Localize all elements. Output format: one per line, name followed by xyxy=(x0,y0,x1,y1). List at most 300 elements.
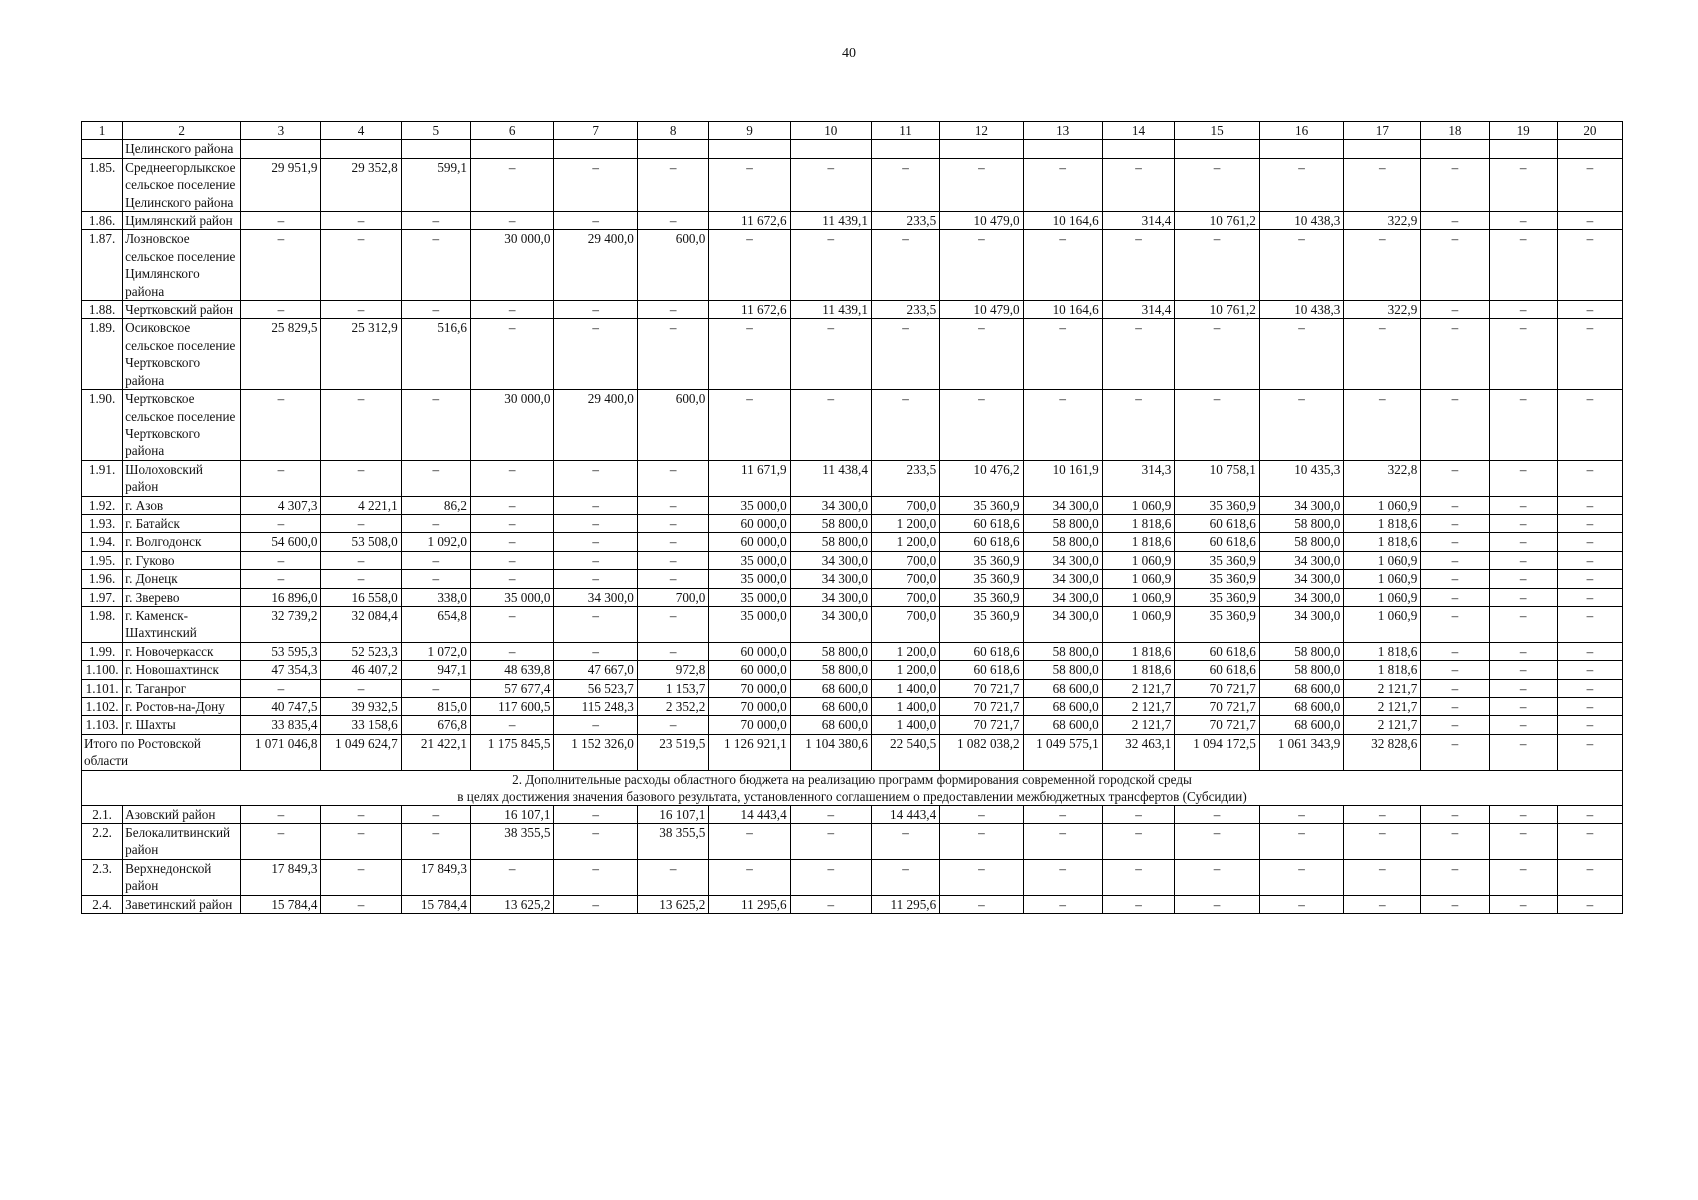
value-col-19: – xyxy=(1489,716,1557,734)
table-row xyxy=(82,859,1623,895)
value-col-15: 70 721,7 xyxy=(1175,679,1260,697)
value-col-5: – xyxy=(401,514,470,532)
row-number: 1.102. xyxy=(82,698,123,716)
value-col-9: 35 000,0 xyxy=(709,588,790,606)
value-col-3: – xyxy=(241,230,321,301)
value-col-15: – xyxy=(1175,319,1260,390)
value-col-7: – xyxy=(554,570,637,588)
value-col-6: – xyxy=(471,716,554,734)
value-col-20: – xyxy=(1557,230,1622,301)
value-col-17: 1 060,9 xyxy=(1344,570,1421,588)
table-row xyxy=(82,570,1623,588)
total-col-13: 1 049 575,1 xyxy=(1023,734,1102,770)
total-col-10: 1 104 380,6 xyxy=(790,734,871,770)
table-row xyxy=(82,514,1623,532)
value-col-6: 16 107,1 xyxy=(471,805,554,823)
value-col-12: 35 360,9 xyxy=(940,496,1023,514)
value-col-6: 13 625,2 xyxy=(471,895,554,913)
value-col-4: – xyxy=(321,859,401,895)
value-col-10: 34 300,0 xyxy=(790,551,871,569)
value-col-7: – xyxy=(554,895,637,913)
value-col-13: 34 300,0 xyxy=(1023,588,1102,606)
value-col-9: 11 295,6 xyxy=(709,895,790,913)
value-col-20: – xyxy=(1557,533,1622,551)
value-col-15: – xyxy=(1175,859,1260,895)
value-col-7: – xyxy=(554,514,637,532)
value-col-5 xyxy=(401,140,470,158)
value-col-14: 314,4 xyxy=(1102,212,1175,230)
value-col-18: – xyxy=(1421,514,1489,532)
value-col-5: 338,0 xyxy=(401,588,470,606)
row-number: 1.87. xyxy=(82,230,123,301)
value-col-11: 1 200,0 xyxy=(871,642,939,660)
value-col-11: 1 200,0 xyxy=(871,533,939,551)
value-col-15: 60 618,6 xyxy=(1175,533,1260,551)
value-col-8: 1 153,7 xyxy=(637,679,709,697)
value-col-7: – xyxy=(554,859,637,895)
value-col-16: 10 435,3 xyxy=(1259,460,1344,496)
value-col-15: 70 721,7 xyxy=(1175,698,1260,716)
value-col-8: 16 107,1 xyxy=(637,805,709,823)
table-row xyxy=(82,588,1623,606)
section-2-title xyxy=(82,770,1623,805)
total-row xyxy=(82,734,1623,770)
value-col-5: 15 784,4 xyxy=(401,895,470,913)
value-col-17: 2 121,7 xyxy=(1344,698,1421,716)
value-col-19: – xyxy=(1489,301,1557,319)
value-col-15: – xyxy=(1175,390,1260,461)
value-col-17: – xyxy=(1344,230,1421,301)
value-col-9: – xyxy=(709,158,790,211)
value-col-19: – xyxy=(1489,895,1557,913)
value-col-18: – xyxy=(1421,679,1489,697)
value-col-6: 57 677,4 xyxy=(471,679,554,697)
value-col-8: – xyxy=(637,551,709,569)
value-col-8: – xyxy=(637,514,709,532)
column-number-6: 6 xyxy=(471,122,554,140)
value-col-14: 2 121,7 xyxy=(1102,698,1175,716)
value-col-3: – xyxy=(241,824,321,860)
value-col-16: 58 800,0 xyxy=(1259,642,1344,660)
value-col-13: – xyxy=(1023,805,1102,823)
value-col-20: – xyxy=(1557,859,1622,895)
value-col-5: – xyxy=(401,460,470,496)
table-row xyxy=(82,895,1623,913)
value-col-10: 68 600,0 xyxy=(790,716,871,734)
value-col-11: 14 443,4 xyxy=(871,805,939,823)
value-col-14: 1 818,6 xyxy=(1102,533,1175,551)
value-col-11: 700,0 xyxy=(871,551,939,569)
value-col-7: – xyxy=(554,301,637,319)
value-col-14: – xyxy=(1102,859,1175,895)
value-col-11: – xyxy=(871,158,939,211)
table-row xyxy=(82,805,1623,823)
total-col-14: 32 463,1 xyxy=(1102,734,1175,770)
column-number-18: 18 xyxy=(1421,122,1489,140)
column-number-11: 11 xyxy=(871,122,939,140)
value-col-7: – xyxy=(554,212,637,230)
value-col-20: – xyxy=(1557,805,1622,823)
value-col-17: 1 818,6 xyxy=(1344,642,1421,660)
value-col-9 xyxy=(709,140,790,158)
value-col-20 xyxy=(1557,140,1622,158)
value-col-6: – xyxy=(471,212,554,230)
total-col-3: 1 071 046,8 xyxy=(241,734,321,770)
value-col-10: – xyxy=(790,895,871,913)
value-col-5: 947,1 xyxy=(401,661,470,679)
value-col-7: – xyxy=(554,805,637,823)
value-col-3: 40 747,5 xyxy=(241,698,321,716)
row-name: Чертковский район xyxy=(123,301,241,319)
value-col-3: 25 829,5 xyxy=(241,319,321,390)
value-col-15: – xyxy=(1175,158,1260,211)
value-col-13: 10 161,9 xyxy=(1023,460,1102,496)
total-col-6: 1 175 845,5 xyxy=(471,734,554,770)
value-col-5: – xyxy=(401,824,470,860)
value-col-17: 322,8 xyxy=(1344,460,1421,496)
value-col-11: 1 400,0 xyxy=(871,698,939,716)
value-col-18: – xyxy=(1421,460,1489,496)
value-col-16: – xyxy=(1259,859,1344,895)
value-col-4: – xyxy=(321,301,401,319)
value-col-4: – xyxy=(321,212,401,230)
value-col-3: 32 739,2 xyxy=(241,606,321,642)
value-col-16: 58 800,0 xyxy=(1259,661,1344,679)
value-col-19: – xyxy=(1489,679,1557,697)
value-col-5: – xyxy=(401,570,470,588)
column-number-13: 13 xyxy=(1023,122,1102,140)
value-col-15: 10 758,1 xyxy=(1175,460,1260,496)
row-number: 1.86. xyxy=(82,212,123,230)
value-col-10: – xyxy=(790,390,871,461)
value-col-11: 700,0 xyxy=(871,496,939,514)
total-col-20: – xyxy=(1557,734,1622,770)
value-col-15: – xyxy=(1175,805,1260,823)
value-col-12: 35 360,9 xyxy=(940,606,1023,642)
value-col-16: 10 438,3 xyxy=(1259,301,1344,319)
column-number-1: 1 xyxy=(82,122,123,140)
value-col-14: 2 121,7 xyxy=(1102,716,1175,734)
value-col-16: – xyxy=(1259,895,1344,913)
section-2-heading-row xyxy=(82,770,1623,805)
value-col-4: 39 932,5 xyxy=(321,698,401,716)
value-col-17: 1 818,6 xyxy=(1344,661,1421,679)
value-col-10: 58 800,0 xyxy=(790,642,871,660)
value-col-7: – xyxy=(554,319,637,390)
value-col-19: – xyxy=(1489,824,1557,860)
total-col-7: 1 152 326,0 xyxy=(554,734,637,770)
value-col-14: 1 060,9 xyxy=(1102,588,1175,606)
row-name: г. Каменск-Шахтинский xyxy=(123,606,241,642)
value-col-10: – xyxy=(790,158,871,211)
value-col-18: – xyxy=(1421,319,1489,390)
value-col-10: 58 800,0 xyxy=(790,661,871,679)
value-col-10: – xyxy=(790,319,871,390)
value-col-18: – xyxy=(1421,570,1489,588)
value-col-9: 14 443,4 xyxy=(709,805,790,823)
value-col-8: – xyxy=(637,716,709,734)
value-col-13 xyxy=(1023,140,1102,158)
value-col-14: – xyxy=(1102,390,1175,461)
value-col-4: 32 084,4 xyxy=(321,606,401,642)
value-col-8: 972,8 xyxy=(637,661,709,679)
value-col-19: – xyxy=(1489,606,1557,642)
value-col-17: 1 818,6 xyxy=(1344,533,1421,551)
value-col-8: 600,0 xyxy=(637,390,709,461)
value-col-5: 1 072,0 xyxy=(401,642,470,660)
value-col-13: – xyxy=(1023,319,1102,390)
value-col-5: – xyxy=(401,212,470,230)
value-col-10: – xyxy=(790,824,871,860)
value-col-11: 1 200,0 xyxy=(871,661,939,679)
value-col-15: 35 360,9 xyxy=(1175,496,1260,514)
value-col-6: 117 600,5 xyxy=(471,698,554,716)
value-col-13: 34 300,0 xyxy=(1023,551,1102,569)
value-col-7: – xyxy=(554,551,637,569)
value-col-8 xyxy=(637,140,709,158)
value-col-12: – xyxy=(940,390,1023,461)
value-col-7: 29 400,0 xyxy=(554,390,637,461)
value-col-6: – xyxy=(471,570,554,588)
value-col-13: – xyxy=(1023,158,1102,211)
value-col-11: 11 295,6 xyxy=(871,895,939,913)
value-col-16: 34 300,0 xyxy=(1259,588,1344,606)
value-col-9: 35 000,0 xyxy=(709,606,790,642)
value-col-7: – xyxy=(554,158,637,211)
value-col-18: – xyxy=(1421,158,1489,211)
value-col-13: 34 300,0 xyxy=(1023,606,1102,642)
value-col-6: – xyxy=(471,533,554,551)
value-col-17: 1 818,6 xyxy=(1344,514,1421,532)
value-col-12: 60 618,6 xyxy=(940,661,1023,679)
table-row xyxy=(82,496,1623,514)
value-col-6: 30 000,0 xyxy=(471,390,554,461)
column-number-7: 7 xyxy=(554,122,637,140)
table-row xyxy=(82,642,1623,660)
column-number-5: 5 xyxy=(401,122,470,140)
value-col-10: 68 600,0 xyxy=(790,679,871,697)
total-col-17: 32 828,6 xyxy=(1344,734,1421,770)
value-col-3: 4 307,3 xyxy=(241,496,321,514)
value-col-14: 314,3 xyxy=(1102,460,1175,496)
value-col-6: 38 355,5 xyxy=(471,824,554,860)
value-col-20: – xyxy=(1557,570,1622,588)
value-col-4: – xyxy=(321,551,401,569)
value-col-7: – xyxy=(554,642,637,660)
value-col-4: – xyxy=(321,230,401,301)
value-col-19: – xyxy=(1489,390,1557,461)
table-row xyxy=(82,679,1623,697)
value-col-7: – xyxy=(554,460,637,496)
value-col-5: – xyxy=(401,301,470,319)
value-col-5: 676,8 xyxy=(401,716,470,734)
value-col-19: – xyxy=(1489,212,1557,230)
value-col-6: – xyxy=(471,496,554,514)
value-col-11: 700,0 xyxy=(871,570,939,588)
value-col-3: 16 896,0 xyxy=(241,588,321,606)
column-number-4: 4 xyxy=(321,122,401,140)
value-col-6: – xyxy=(471,859,554,895)
column-number-16: 16 xyxy=(1259,122,1344,140)
value-col-16: 58 800,0 xyxy=(1259,514,1344,532)
value-col-12: 70 721,7 xyxy=(940,679,1023,697)
value-col-3: 53 595,3 xyxy=(241,642,321,660)
value-col-4: 46 407,2 xyxy=(321,661,401,679)
value-col-7: – xyxy=(554,824,637,860)
value-col-13: 68 600,0 xyxy=(1023,679,1102,697)
value-col-11: 233,5 xyxy=(871,212,939,230)
total-col-9: 1 126 921,1 xyxy=(709,734,790,770)
value-col-20: – xyxy=(1557,301,1622,319)
value-col-18: – xyxy=(1421,895,1489,913)
column-number-9: 9 xyxy=(709,122,790,140)
row-name: г. Гуково xyxy=(123,551,241,569)
value-col-16: 68 600,0 xyxy=(1259,698,1344,716)
value-col-7: – xyxy=(554,533,637,551)
value-col-17: – xyxy=(1344,390,1421,461)
value-col-13: 10 164,6 xyxy=(1023,212,1102,230)
row-name: г. Донецк xyxy=(123,570,241,588)
table-row xyxy=(82,390,1623,461)
value-col-18: – xyxy=(1421,698,1489,716)
table-row xyxy=(82,606,1623,642)
value-col-18: – xyxy=(1421,533,1489,551)
value-col-7: 47 667,0 xyxy=(554,661,637,679)
value-col-19: – xyxy=(1489,859,1557,895)
value-col-12: – xyxy=(940,824,1023,860)
value-col-15: 35 360,9 xyxy=(1175,606,1260,642)
value-col-15: 35 360,9 xyxy=(1175,570,1260,588)
value-col-10: 34 300,0 xyxy=(790,588,871,606)
page-number: 40 xyxy=(842,46,856,61)
value-col-6: – xyxy=(471,642,554,660)
row-name: Чертковское сельское поселение Чертковского района xyxy=(123,390,241,461)
value-col-15: 10 761,2 xyxy=(1175,301,1260,319)
value-col-20: – xyxy=(1557,514,1622,532)
value-col-12: – xyxy=(940,895,1023,913)
value-col-9: – xyxy=(709,319,790,390)
value-col-10: 68 600,0 xyxy=(790,698,871,716)
value-col-9: – xyxy=(709,390,790,461)
column-number-20: 20 xyxy=(1557,122,1622,140)
row-number: 1.101. xyxy=(82,679,123,697)
value-col-12: 10 476,2 xyxy=(940,460,1023,496)
value-col-17: – xyxy=(1344,319,1421,390)
value-col-8: 600,0 xyxy=(637,230,709,301)
value-col-8: – xyxy=(637,642,709,660)
value-col-5: – xyxy=(401,390,470,461)
row-number xyxy=(82,140,123,158)
value-col-14: 1 060,9 xyxy=(1102,496,1175,514)
value-col-15: – xyxy=(1175,895,1260,913)
value-col-3: – xyxy=(241,551,321,569)
row-name: Осиковское сельское поселение Чертковского района xyxy=(123,319,241,390)
value-col-5: 815,0 xyxy=(401,698,470,716)
value-col-3: 17 849,3 xyxy=(241,859,321,895)
value-col-17: 322,9 xyxy=(1344,212,1421,230)
value-col-17: – xyxy=(1344,824,1421,860)
value-col-10: – xyxy=(790,805,871,823)
row-number: 1.103. xyxy=(82,716,123,734)
value-col-7: 34 300,0 xyxy=(554,588,637,606)
value-col-9: 60 000,0 xyxy=(709,661,790,679)
value-col-10: 11 439,1 xyxy=(790,301,871,319)
value-col-12: 60 618,6 xyxy=(940,642,1023,660)
value-col-14: 1 818,6 xyxy=(1102,514,1175,532)
value-col-15: – xyxy=(1175,230,1260,301)
row-name: Белокалитвинский район xyxy=(123,824,241,860)
value-col-4: 16 558,0 xyxy=(321,588,401,606)
value-col-9: – xyxy=(709,859,790,895)
value-col-10: 34 300,0 xyxy=(790,570,871,588)
value-col-7: 29 400,0 xyxy=(554,230,637,301)
row-name: Шолоховский район xyxy=(123,460,241,496)
value-col-6: – xyxy=(471,460,554,496)
value-col-12: – xyxy=(940,319,1023,390)
value-col-16: 58 800,0 xyxy=(1259,533,1344,551)
value-col-14: 1 818,6 xyxy=(1102,642,1175,660)
value-col-4: – xyxy=(321,460,401,496)
value-col-18: – xyxy=(1421,212,1489,230)
value-col-13: – xyxy=(1023,859,1102,895)
value-col-20: – xyxy=(1557,824,1622,860)
table-row xyxy=(82,661,1623,679)
value-col-14: – xyxy=(1102,230,1175,301)
row-name: Целинского района xyxy=(123,140,241,158)
row-number: 2.4. xyxy=(82,895,123,913)
value-col-9: 60 000,0 xyxy=(709,533,790,551)
value-col-16: 34 300,0 xyxy=(1259,551,1344,569)
value-col-13: 34 300,0 xyxy=(1023,496,1102,514)
value-col-19: – xyxy=(1489,514,1557,532)
value-col-10: 34 300,0 xyxy=(790,606,871,642)
value-col-7 xyxy=(554,140,637,158)
value-col-19: – xyxy=(1489,588,1557,606)
value-col-20: – xyxy=(1557,158,1622,211)
value-col-19: – xyxy=(1489,230,1557,301)
value-col-4: – xyxy=(321,824,401,860)
value-col-19: – xyxy=(1489,551,1557,569)
value-col-16: – xyxy=(1259,805,1344,823)
value-col-15: 60 618,6 xyxy=(1175,642,1260,660)
value-col-12: 35 360,9 xyxy=(940,551,1023,569)
value-col-4: 29 352,8 xyxy=(321,158,401,211)
value-col-17: – xyxy=(1344,895,1421,913)
value-col-18: – xyxy=(1421,661,1489,679)
table-row xyxy=(82,824,1623,860)
value-col-12: – xyxy=(940,805,1023,823)
column-number-19: 19 xyxy=(1489,122,1557,140)
row-number: 1.85. xyxy=(82,158,123,211)
row-name: г. Зверево xyxy=(123,588,241,606)
value-col-13: – xyxy=(1023,390,1102,461)
value-col-13: 68 600,0 xyxy=(1023,698,1102,716)
value-col-3: 29 951,9 xyxy=(241,158,321,211)
value-col-15: 35 360,9 xyxy=(1175,551,1260,569)
value-col-16: 34 300,0 xyxy=(1259,606,1344,642)
column-number-12: 12 xyxy=(940,122,1023,140)
value-col-15: 60 618,6 xyxy=(1175,661,1260,679)
value-col-19: – xyxy=(1489,570,1557,588)
value-col-19: – xyxy=(1489,319,1557,390)
value-col-9: – xyxy=(709,230,790,301)
table-row xyxy=(82,551,1623,569)
row-name: Лозновское сельское поселение Цимлянского района xyxy=(123,230,241,301)
value-col-19: – xyxy=(1489,460,1557,496)
value-col-13: – xyxy=(1023,230,1102,301)
value-col-11: 700,0 xyxy=(871,588,939,606)
value-col-5: – xyxy=(401,679,470,697)
